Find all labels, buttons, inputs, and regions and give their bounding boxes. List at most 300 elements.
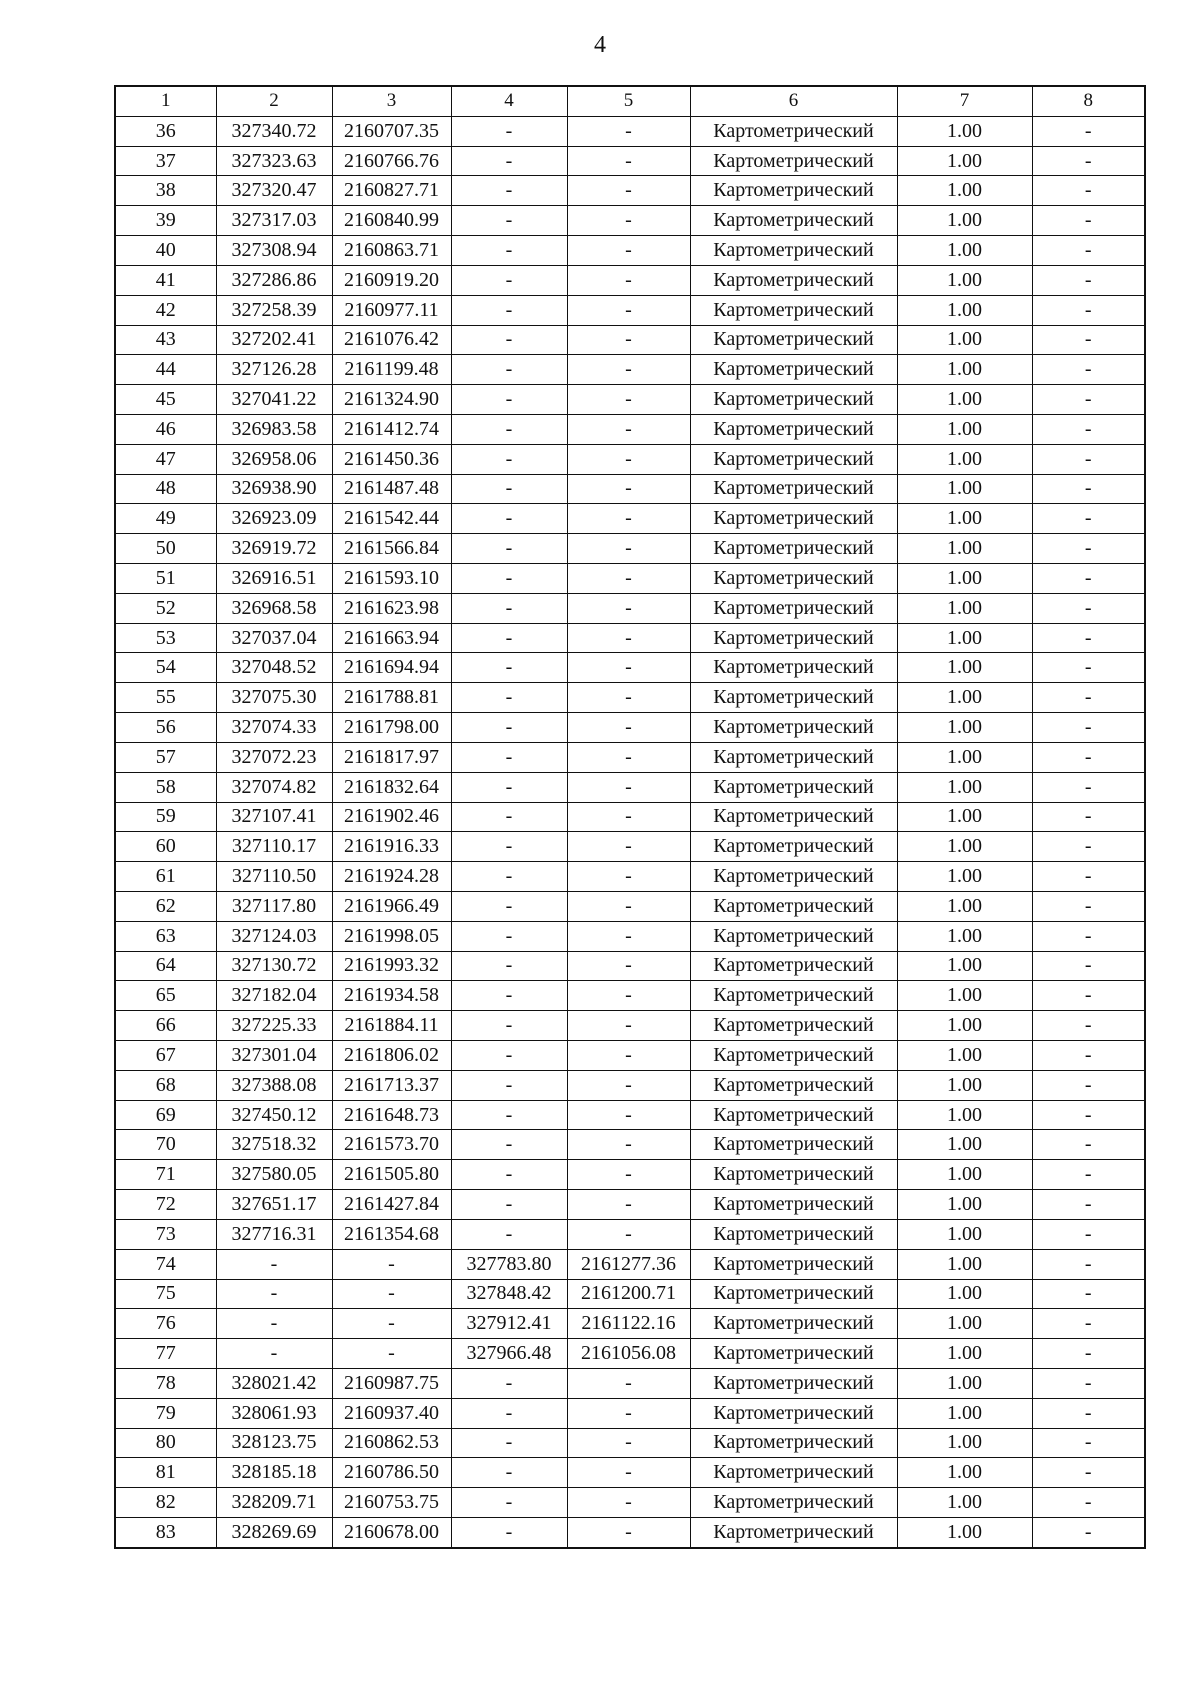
cell-y-coordinate-alt: - <box>567 862 690 892</box>
cell-note: - <box>1032 414 1145 444</box>
cell-x-coordinate-alt: - <box>451 206 567 236</box>
cell-point-number: 76 <box>115 1309 216 1339</box>
cell-precision: 1.00 <box>897 1518 1032 1548</box>
cell-x-coordinate: 327317.03 <box>216 206 332 236</box>
cell-x-coordinate: 327074.33 <box>216 713 332 743</box>
cell-x-coordinate-alt: - <box>451 1011 567 1041</box>
cell-y-coordinate: 2160753.75 <box>332 1488 451 1518</box>
table-row <box>115 1428 1145 1458</box>
cell-point-number: 53 <box>115 623 216 653</box>
cell-x-coordinate-alt: 327912.41 <box>451 1309 567 1339</box>
cell-precision: 1.00 <box>897 206 1032 236</box>
cell-method: Картометрический <box>690 176 897 206</box>
table-row <box>115 772 1145 802</box>
cell-y-coordinate-alt: - <box>567 355 690 385</box>
cell-x-coordinate: 327286.86 <box>216 265 332 295</box>
cell-y-coordinate-alt: - <box>567 236 690 266</box>
table-row <box>115 1368 1145 1398</box>
cell-y-coordinate: 2161924.28 <box>332 862 451 892</box>
cell-y-coordinate: 2161566.84 <box>332 534 451 564</box>
cell-y-coordinate-alt: - <box>567 981 690 1011</box>
cell-note: - <box>1032 951 1145 981</box>
cell-x-coordinate-alt: 327966.48 <box>451 1339 567 1369</box>
cell-x-coordinate-alt: - <box>451 1488 567 1518</box>
cell-y-coordinate: 2161663.94 <box>332 623 451 653</box>
cell-point-number: 79 <box>115 1398 216 1428</box>
page-number: 4 <box>594 32 606 58</box>
cell-x-coordinate-alt: - <box>451 593 567 623</box>
cell-x-coordinate: 328021.42 <box>216 1368 332 1398</box>
cell-precision: 1.00 <box>897 1190 1032 1220</box>
cell-y-coordinate-alt: - <box>567 1130 690 1160</box>
cell-y-coordinate: 2160862.53 <box>332 1428 451 1458</box>
cell-method: Картометрический <box>690 325 897 355</box>
cell-note: - <box>1032 265 1145 295</box>
cell-y-coordinate: 2161798.00 <box>332 713 451 743</box>
cell-method: Картометрический <box>690 653 897 683</box>
cell-method: Картометрический <box>690 1488 897 1518</box>
cell-note: - <box>1032 444 1145 474</box>
cell-x-coordinate-alt: - <box>451 1160 567 1190</box>
cell-method: Картометрический <box>690 385 897 415</box>
cell-point-number: 74 <box>115 1249 216 1279</box>
cell-point-number: 63 <box>115 921 216 951</box>
cell-precision: 1.00 <box>897 1309 1032 1339</box>
cell-x-coordinate-alt: - <box>451 1190 567 1220</box>
cell-y-coordinate: 2160827.71 <box>332 176 451 206</box>
cell-y-coordinate-alt: - <box>567 1011 690 1041</box>
cell-point-number: 51 <box>115 564 216 594</box>
table-row <box>115 1190 1145 1220</box>
cell-note: - <box>1032 116 1145 146</box>
table-row <box>115 802 1145 832</box>
cell-x-coordinate: 327110.17 <box>216 832 332 862</box>
cell-x-coordinate-alt: - <box>451 236 567 266</box>
cell-method: Картометрический <box>690 265 897 295</box>
cell-x-coordinate-alt: - <box>451 116 567 146</box>
column-header: 1 <box>115 86 216 116</box>
cell-x-coordinate: 328269.69 <box>216 1518 332 1548</box>
cell-y-coordinate: 2161324.90 <box>332 385 451 415</box>
cell-y-coordinate: 2161076.42 <box>332 325 451 355</box>
cell-note: - <box>1032 653 1145 683</box>
column-header: 7 <box>897 86 1032 116</box>
cell-y-coordinate-alt: - <box>567 504 690 534</box>
cell-x-coordinate: 326968.58 <box>216 593 332 623</box>
cell-point-number: 58 <box>115 772 216 802</box>
cell-precision: 1.00 <box>897 862 1032 892</box>
cell-y-coordinate: 2161505.80 <box>332 1160 451 1190</box>
cell-x-coordinate-alt: - <box>451 146 567 176</box>
cell-y-coordinate: 2161593.10 <box>332 564 451 594</box>
cell-x-coordinate-alt: - <box>451 1368 567 1398</box>
table-row <box>115 951 1145 981</box>
cell-y-coordinate: 2161916.33 <box>332 832 451 862</box>
cell-y-coordinate-alt: - <box>567 1428 690 1458</box>
table-row <box>115 236 1145 266</box>
cell-x-coordinate-alt: - <box>451 355 567 385</box>
cell-note: - <box>1032 1518 1145 1548</box>
cell-note: - <box>1032 1160 1145 1190</box>
cell-method: Картометрический <box>690 683 897 713</box>
cell-note: - <box>1032 1488 1145 1518</box>
cell-point-number: 56 <box>115 713 216 743</box>
cell-x-coordinate: 326938.90 <box>216 474 332 504</box>
cell-x-coordinate-alt: - <box>451 1219 567 1249</box>
cell-point-number: 39 <box>115 206 216 236</box>
cell-x-coordinate-alt: - <box>451 981 567 1011</box>
cell-y-coordinate-alt: - <box>567 176 690 206</box>
cell-precision: 1.00 <box>897 534 1032 564</box>
cell-precision: 1.00 <box>897 1279 1032 1309</box>
cell-note: - <box>1032 385 1145 415</box>
cell-y-coordinate: 2161694.94 <box>332 653 451 683</box>
cell-y-coordinate-alt: - <box>567 683 690 713</box>
cell-point-number: 44 <box>115 355 216 385</box>
cell-x-coordinate: - <box>216 1339 332 1369</box>
column-header: 3 <box>332 86 451 116</box>
cell-method: Картометрический <box>690 146 897 176</box>
cell-x-coordinate-alt: - <box>451 325 567 355</box>
cell-method: Картометрический <box>690 1190 897 1220</box>
cell-note: - <box>1032 504 1145 534</box>
cell-y-coordinate: - <box>332 1339 451 1369</box>
cell-y-coordinate: - <box>332 1279 451 1309</box>
cell-method: Картометрический <box>690 1130 897 1160</box>
cell-x-coordinate-alt: - <box>451 653 567 683</box>
cell-y-coordinate: 2160937.40 <box>332 1398 451 1428</box>
cell-point-number: 61 <box>115 862 216 892</box>
cell-y-coordinate: - <box>332 1249 451 1279</box>
table-row <box>115 414 1145 444</box>
cell-y-coordinate-alt: - <box>567 1041 690 1071</box>
cell-point-number: 82 <box>115 1488 216 1518</box>
cell-precision: 1.00 <box>897 295 1032 325</box>
cell-y-coordinate: 2161902.46 <box>332 802 451 832</box>
cell-precision: 1.00 <box>897 832 1032 862</box>
cell-note: - <box>1032 236 1145 266</box>
cell-y-coordinate-alt: - <box>567 772 690 802</box>
cell-y-coordinate-alt: - <box>567 1160 690 1190</box>
cell-y-coordinate: 2160987.75 <box>332 1368 451 1398</box>
cell-point-number: 57 <box>115 742 216 772</box>
cell-x-coordinate-alt: - <box>451 802 567 832</box>
cell-note: - <box>1032 832 1145 862</box>
cell-y-coordinate: 2161542.44 <box>332 504 451 534</box>
cell-note: - <box>1032 1279 1145 1309</box>
cell-method: Картометрический <box>690 951 897 981</box>
table-row <box>115 1458 1145 1488</box>
table-row <box>115 1011 1145 1041</box>
cell-y-coordinate: 2161573.70 <box>332 1130 451 1160</box>
cell-point-number: 55 <box>115 683 216 713</box>
cell-x-coordinate-alt: - <box>451 623 567 653</box>
cell-note: - <box>1032 1339 1145 1369</box>
table-row <box>115 891 1145 921</box>
cell-precision: 1.00 <box>897 1219 1032 1249</box>
table-row <box>115 653 1145 683</box>
cell-precision: 1.00 <box>897 802 1032 832</box>
cell-precision: 1.00 <box>897 1070 1032 1100</box>
cell-note: - <box>1032 474 1145 504</box>
cell-x-coordinate: 327107.41 <box>216 802 332 832</box>
table-header-row <box>115 86 1145 116</box>
cell-point-number: 77 <box>115 1339 216 1369</box>
cell-point-number: 46 <box>115 414 216 444</box>
table-body <box>115 116 1145 1548</box>
cell-y-coordinate-alt: 2161200.71 <box>567 1279 690 1309</box>
cell-y-coordinate-alt: 2161122.16 <box>567 1309 690 1339</box>
cell-method: Картометрический <box>690 832 897 862</box>
cell-note: - <box>1032 802 1145 832</box>
cell-y-coordinate: 2161487.48 <box>332 474 451 504</box>
cell-note: - <box>1032 1249 1145 1279</box>
table-row <box>115 683 1145 713</box>
cell-x-coordinate: 327048.52 <box>216 653 332 683</box>
cell-x-coordinate-alt: 327848.42 <box>451 1279 567 1309</box>
table-row <box>115 564 1145 594</box>
cell-method: Картометрический <box>690 1368 897 1398</box>
cell-point-number: 49 <box>115 504 216 534</box>
cell-x-coordinate: 327037.04 <box>216 623 332 653</box>
column-header: 5 <box>567 86 690 116</box>
cell-x-coordinate-alt: - <box>451 683 567 713</box>
table-row <box>115 1488 1145 1518</box>
cell-point-number: 36 <box>115 116 216 146</box>
cell-y-coordinate-alt: - <box>567 623 690 653</box>
cell-precision: 1.00 <box>897 1041 1032 1071</box>
cell-point-number: 83 <box>115 1518 216 1548</box>
cell-y-coordinate: 2160707.35 <box>332 116 451 146</box>
cell-y-coordinate-alt: - <box>567 206 690 236</box>
cell-x-coordinate: 327301.04 <box>216 1041 332 1071</box>
cell-note: - <box>1032 1130 1145 1160</box>
cell-x-coordinate: 327182.04 <box>216 981 332 1011</box>
table-row <box>115 1309 1145 1339</box>
cell-x-coordinate: 327126.28 <box>216 355 332 385</box>
cell-precision: 1.00 <box>897 653 1032 683</box>
cell-note: - <box>1032 534 1145 564</box>
cell-y-coordinate: 2161623.98 <box>332 593 451 623</box>
cell-note: - <box>1032 176 1145 206</box>
cell-y-coordinate: 2161998.05 <box>332 921 451 951</box>
cell-y-coordinate-alt: - <box>567 1488 690 1518</box>
column-header: 2 <box>216 86 332 116</box>
cell-method: Картометрический <box>690 1100 897 1130</box>
cell-x-coordinate-alt: - <box>451 1130 567 1160</box>
cell-note: - <box>1032 1011 1145 1041</box>
cell-method: Картометрический <box>690 236 897 266</box>
cell-y-coordinate-alt: - <box>567 1070 690 1100</box>
cell-point-number: 70 <box>115 1130 216 1160</box>
cell-point-number: 45 <box>115 385 216 415</box>
cell-precision: 1.00 <box>897 891 1032 921</box>
cell-y-coordinate-alt: - <box>567 832 690 862</box>
cell-y-coordinate-alt: - <box>567 713 690 743</box>
cell-x-coordinate-alt: - <box>451 504 567 534</box>
cell-x-coordinate: 326958.06 <box>216 444 332 474</box>
cell-x-coordinate-alt: - <box>451 713 567 743</box>
table-row <box>115 1219 1145 1249</box>
cell-method: Картометрический <box>690 772 897 802</box>
cell-x-coordinate-alt: - <box>451 1100 567 1130</box>
cell-note: - <box>1032 1219 1145 1249</box>
cell-x-coordinate: 328209.71 <box>216 1488 332 1518</box>
cell-y-coordinate: - <box>332 1309 451 1339</box>
table-row <box>115 832 1145 862</box>
coordinates-table <box>114 85 1146 1549</box>
cell-y-coordinate-alt: - <box>567 1100 690 1130</box>
table-row <box>115 1070 1145 1100</box>
cell-precision: 1.00 <box>897 742 1032 772</box>
cell-y-coordinate: 2161993.32 <box>332 951 451 981</box>
column-header: 8 <box>1032 86 1145 116</box>
table-row <box>115 1130 1145 1160</box>
cell-method: Картометрический <box>690 891 897 921</box>
cell-x-coordinate: 328123.75 <box>216 1428 332 1458</box>
cell-note: - <box>1032 1309 1145 1339</box>
cell-y-coordinate-alt: - <box>567 116 690 146</box>
cell-x-coordinate: 326916.51 <box>216 564 332 594</box>
cell-method: Картометрический <box>690 1339 897 1369</box>
cell-method: Картометрический <box>690 474 897 504</box>
table-row <box>115 742 1145 772</box>
cell-method: Картометрический <box>690 921 897 951</box>
cell-y-coordinate: 2161450.36 <box>332 444 451 474</box>
table-row <box>115 265 1145 295</box>
cell-y-coordinate-alt: - <box>567 1219 690 1249</box>
cell-point-number: 72 <box>115 1190 216 1220</box>
cell-method: Картометрический <box>690 1219 897 1249</box>
cell-point-number: 73 <box>115 1219 216 1249</box>
cell-precision: 1.00 <box>897 176 1032 206</box>
cell-note: - <box>1032 146 1145 176</box>
cell-x-coordinate: 327388.08 <box>216 1070 332 1100</box>
cell-note: - <box>1032 1458 1145 1488</box>
cell-x-coordinate: 328061.93 <box>216 1398 332 1428</box>
cell-x-coordinate-alt: - <box>451 444 567 474</box>
cell-y-coordinate-alt: - <box>567 891 690 921</box>
cell-method: Картометрический <box>690 1070 897 1100</box>
cell-y-coordinate: 2160786.50 <box>332 1458 451 1488</box>
cell-point-number: 67 <box>115 1041 216 1071</box>
column-header: 4 <box>451 86 567 116</box>
cell-method: Картометрический <box>690 1279 897 1309</box>
cell-x-coordinate-alt: - <box>451 862 567 892</box>
table-row <box>115 1100 1145 1130</box>
cell-note: - <box>1032 713 1145 743</box>
cell-x-coordinate: 327308.94 <box>216 236 332 266</box>
cell-y-coordinate-alt: - <box>567 474 690 504</box>
cell-x-coordinate-alt: - <box>451 951 567 981</box>
cell-x-coordinate: 327225.33 <box>216 1011 332 1041</box>
cell-point-number: 48 <box>115 474 216 504</box>
cell-y-coordinate-alt: - <box>567 1518 690 1548</box>
cell-precision: 1.00 <box>897 1368 1032 1398</box>
table-row <box>115 981 1145 1011</box>
cell-y-coordinate-alt: - <box>567 385 690 415</box>
table-row <box>115 713 1145 743</box>
cell-y-coordinate: 2161199.48 <box>332 355 451 385</box>
table-row <box>115 921 1145 951</box>
cell-y-coordinate-alt: - <box>567 444 690 474</box>
cell-x-coordinate-alt: - <box>451 1398 567 1428</box>
cell-x-coordinate: 327340.72 <box>216 116 332 146</box>
cell-y-coordinate-alt: - <box>567 921 690 951</box>
cell-method: Картометрический <box>690 1249 897 1279</box>
cell-y-coordinate: 2161832.64 <box>332 772 451 802</box>
cell-x-coordinate-alt: - <box>451 742 567 772</box>
cell-note: - <box>1032 862 1145 892</box>
cell-y-coordinate-alt: - <box>567 1458 690 1488</box>
cell-precision: 1.00 <box>897 683 1032 713</box>
cell-x-coordinate: 327518.32 <box>216 1130 332 1160</box>
table-row <box>115 116 1145 146</box>
cell-y-coordinate-alt: - <box>567 1368 690 1398</box>
cell-precision: 1.00 <box>897 1011 1032 1041</box>
cell-precision: 1.00 <box>897 325 1032 355</box>
cell-method: Картометрический <box>690 1518 897 1548</box>
cell-y-coordinate: 2161966.49 <box>332 891 451 921</box>
cell-x-coordinate-alt: - <box>451 176 567 206</box>
cell-method: Картометрический <box>690 355 897 385</box>
cell-x-coordinate: 327202.41 <box>216 325 332 355</box>
cell-point-number: 50 <box>115 534 216 564</box>
cell-point-number: 71 <box>115 1160 216 1190</box>
cell-point-number: 40 <box>115 236 216 266</box>
cell-x-coordinate-alt: - <box>451 772 567 802</box>
cell-x-coordinate: 327323.63 <box>216 146 332 176</box>
cell-x-coordinate: 327450.12 <box>216 1100 332 1130</box>
cell-y-coordinate-alt: - <box>567 1398 690 1428</box>
cell-method: Картометрический <box>690 802 897 832</box>
cell-x-coordinate: 327110.50 <box>216 862 332 892</box>
cell-note: - <box>1032 683 1145 713</box>
cell-x-coordinate: - <box>216 1279 332 1309</box>
cell-point-number: 69 <box>115 1100 216 1130</box>
cell-y-coordinate: 2160919.20 <box>332 265 451 295</box>
cell-method: Картометрический <box>690 116 897 146</box>
cell-point-number: 37 <box>115 146 216 176</box>
cell-precision: 1.00 <box>897 1428 1032 1458</box>
table-row <box>115 1279 1145 1309</box>
cell-precision: 1.00 <box>897 355 1032 385</box>
cell-precision: 1.00 <box>897 1249 1032 1279</box>
table-row <box>115 1160 1145 1190</box>
cell-y-coordinate-alt: - <box>567 1190 690 1220</box>
cell-method: Картометрический <box>690 1011 897 1041</box>
table-row <box>115 1339 1145 1369</box>
cell-point-number: 47 <box>115 444 216 474</box>
cell-precision: 1.00 <box>897 236 1032 266</box>
table-row <box>115 146 1145 176</box>
cell-point-number: 43 <box>115 325 216 355</box>
cell-point-number: 54 <box>115 653 216 683</box>
cell-method: Картометрический <box>690 564 897 594</box>
cell-x-coordinate-alt: - <box>451 1070 567 1100</box>
cell-y-coordinate-alt: - <box>567 593 690 623</box>
cell-x-coordinate-alt: - <box>451 265 567 295</box>
cell-y-coordinate: 2161806.02 <box>332 1041 451 1071</box>
cell-note: - <box>1032 772 1145 802</box>
cell-y-coordinate: 2161713.37 <box>332 1070 451 1100</box>
cell-note: - <box>1032 1368 1145 1398</box>
table-row <box>115 504 1145 534</box>
cell-method: Картометрический <box>690 414 897 444</box>
cell-method: Картометрический <box>690 981 897 1011</box>
cell-note: - <box>1032 1070 1145 1100</box>
cell-precision: 1.00 <box>897 1458 1032 1488</box>
